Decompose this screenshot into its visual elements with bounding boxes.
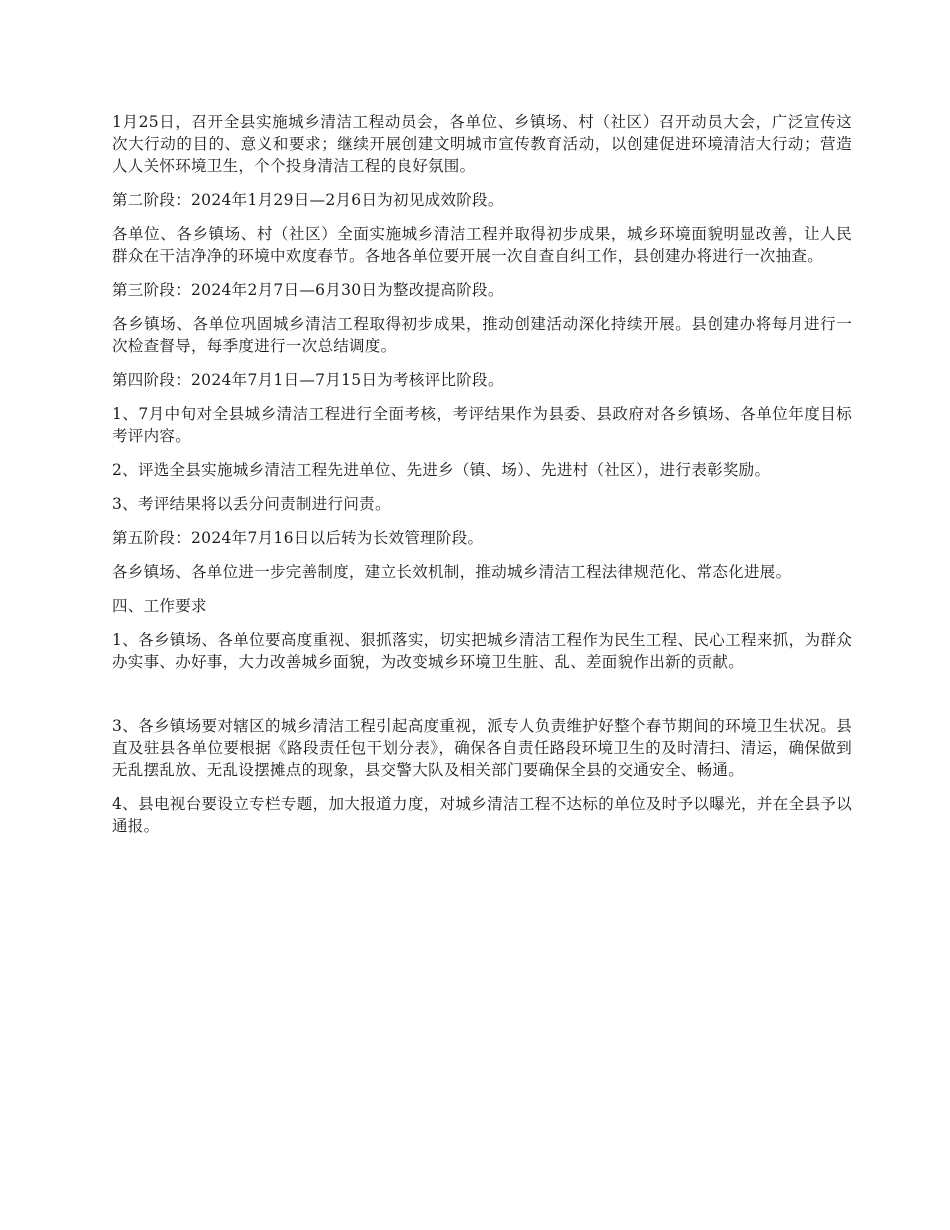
list-item: 2、评选全县实施城乡清洁工程先进单位、先进乡（镇、场）、先进村（社区），进行表彰奖励。: [112, 461, 771, 479]
stage-heading: 第五阶段：2024年7月16日以后转为长效管理阶段。: [112, 529, 484, 547]
blank-gap: [112, 685, 852, 715]
paragraph: 1月25日，召开全县实施城乡清洁工程动员会，各单位、乡镇场、村（社区）召开动员大会，广泛宣传这次大行动的目的、意义和要求；继续开展创建文明城市宣传教育活动，以创建促进环境清洁大行动；营造人人关怀环境卫生，个个投身清洁工程的良好氛围。: [112, 113, 852, 175]
list-item: 4、县电视台要设立专栏专题，加大报道力度，对城乡清洁工程不达标的单位及时予以曝光，并在全县予以通报。: [112, 795, 852, 835]
stage-heading: 第二阶段：2024年1月29日—2月6日为初见成效阶段。: [112, 191, 504, 209]
paragraph: 各单位、各乡镇场、村（社区）全面实施城乡清洁工程并取得初步成果，城乡环境面貌明显改善，让人民群众在干洁净净的环境中欢度春节。各地各单位要开展一次自查自纠工作，县创建办将进行一次抽查。: [112, 225, 852, 265]
document-body: [112, 111, 852, 849]
list-item: 1、各乡镇场、各单位要高度重视、狠抓落实，切实把城乡清洁工程作为民生工程、民心工程来抓，为群众办实事、办好事，大力改善城乡面貌，为改变城乡环境卫生脏、乱、差面貌作出新的贡献。: [112, 631, 852, 671]
paragraph: 各乡镇场、各单位进一步完善制度，建立长效机制，推动城乡清洁工程法律规范化、常态化进展。: [112, 563, 792, 581]
stage-heading: 第四阶段：2024年7月1日—7月15日为考核评比阶段。: [112, 371, 504, 389]
list-item: 3、考评结果将以丢分问责制进行问责。: [112, 495, 391, 513]
list-item: 1、7月中旬对全县城乡清洁工程进行全面考核，考评结果作为县委、县政府对各乡镇场、各单位年度目标考评内容。: [112, 405, 852, 445]
paragraph: 各乡镇场、各单位巩固城乡清洁工程取得初步成果，推动创建活动深化持续开展。县创建办将每月进行一次检查督导，每季度进行一次总结调度。: [112, 315, 852, 355]
list-item: 3、各乡镇场要对辖区的城乡清洁工程引起高度重视，派专人负责维护好整个春节期间的环境卫生状况。县直及驻县各单位要根据《路段责任包干划分表》，确保各自责任路段环境卫生的及时清扫、清运，确保做到无乱摆乱放、无乱设摆摊点的现象，县交警大队及相关部门要确保全县的交通安全、畅通。: [112, 717, 852, 779]
stage-heading: 第三阶段：2024年2月7日—6月30日为整改提高阶段。: [112, 281, 504, 299]
section-heading: 四、工作要求: [112, 597, 207, 615]
